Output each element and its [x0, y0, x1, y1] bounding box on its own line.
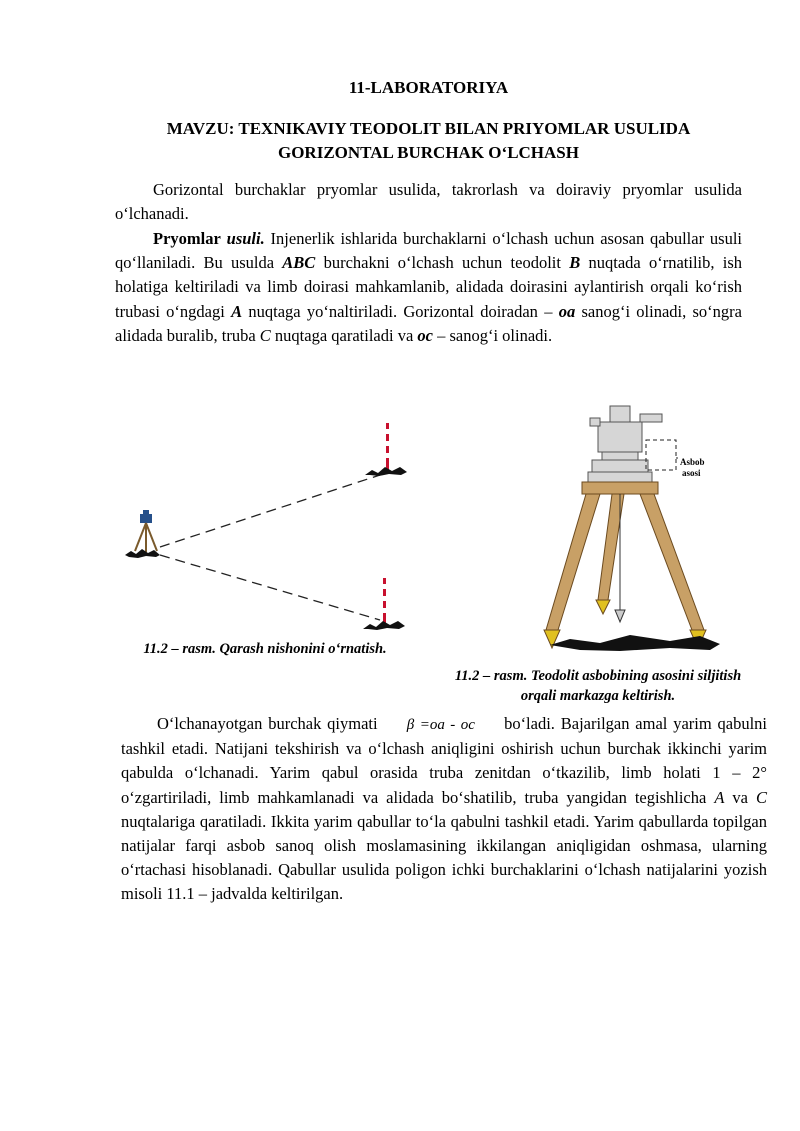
method-paragraph: Pryomlar usuli. Injenerlik ishlarida burchaklarni o‘lchash uchun asosan qabullar usuli qo‘llaniladi. Bu usulda ABC burchakni o‘lchash uchun teodolit B nuqtada o‘rnatilib, ish holatiga keltiriladi va limb doirasi mahkamlanib, alidada doirasini aylantirish orqali ko‘rish trubasi o‘ngdagi A nuqtaga yo‘naltiriladi. Gorizontal doiradan – oa sanog‘i olinadi, so‘ngra alidada buralib, truba C nuqtaga qaratiladi va oc – sanog‘i olinadi. [115, 229, 743, 345]
sight-line-c [160, 555, 380, 620]
base-label-line1: Asbob [680, 457, 705, 467]
base-outline [646, 440, 676, 470]
sight-line-a [160, 475, 380, 547]
tripod-legs [544, 494, 706, 648]
topic-line-1: MAVZU: TEXNIKAVIY TEODOLIT BILAN PRIYOMLAR USULIDA [166, 119, 691, 138]
method-term-2: usuli. [226, 229, 265, 248]
theodolite-small-icon [125, 510, 160, 558]
lab-title: 11-LABORATORIYA [348, 78, 509, 97]
theodolite-icon [588, 406, 662, 482]
plumb-bob-icon [615, 610, 625, 622]
left-figure-caption: 11.2 – rasm. Qarash nishonini o‘rnatish. [143, 641, 387, 657]
ground [550, 635, 720, 651]
topic-line-2: GORIZONTAL BURCHAK O‘LCHASH [277, 143, 579, 162]
angle-formula: β =oa - oc [406, 717, 475, 733]
theodolite-tripod-diagram [530, 400, 730, 665]
ranging-pole-c-icon [363, 578, 405, 630]
intro-paragraph: Gorizontal burchaklar pryomlar usulida, takrorlash va doiraviy pryomlar usulida o‘lchanadi. [115, 180, 742, 224]
method-term: Pryomlar [153, 229, 221, 248]
tripod-head [582, 482, 658, 494]
ranging-pole-a-icon [365, 423, 407, 476]
sighting-diagram [115, 415, 435, 640]
right-figure-caption-line1: 11.2 – rasm. Teodolit asbobining asosini siljitish [454, 668, 742, 684]
base-label-line2: asosi [682, 468, 701, 478]
right-figure-caption-line2: orqali markazga keltirish. [520, 688, 676, 704]
result-paragraph: O‘lchanayotgan burchak qiymati β =oa - oc bo‘ladi. Bajarilgan amal yarim qabulni tashkil etadi. Natijani tekshirish va o‘lchash aniqligini oshirish uchun burchak ikkinchi yarim qabulda o‘lchanadi. Yarim qabul orasida truba zenitdan o‘tkazilib, limb holati 1 – 2° o‘zgartiriladi, limb mahkamlanadi va alidada bo‘shatilib, truba yangidan tegishlicha A va C nuqtalariga qaratiladi. Ikkita yarim qabullar to‘la qabulni tashkil etadi. Yarim qabullarda topilgan natijalar farqi asbob sanoq olish moslamasining ikkilangan aniqligidan oshmasa, ularning o‘rtachasi hisoblanadi. Qabullar usulida poligon ichki burchaklarini o‘lchash natijalarini yozish misoli 11.1 – jadvalda keltirilgan. [121, 714, 768, 904]
